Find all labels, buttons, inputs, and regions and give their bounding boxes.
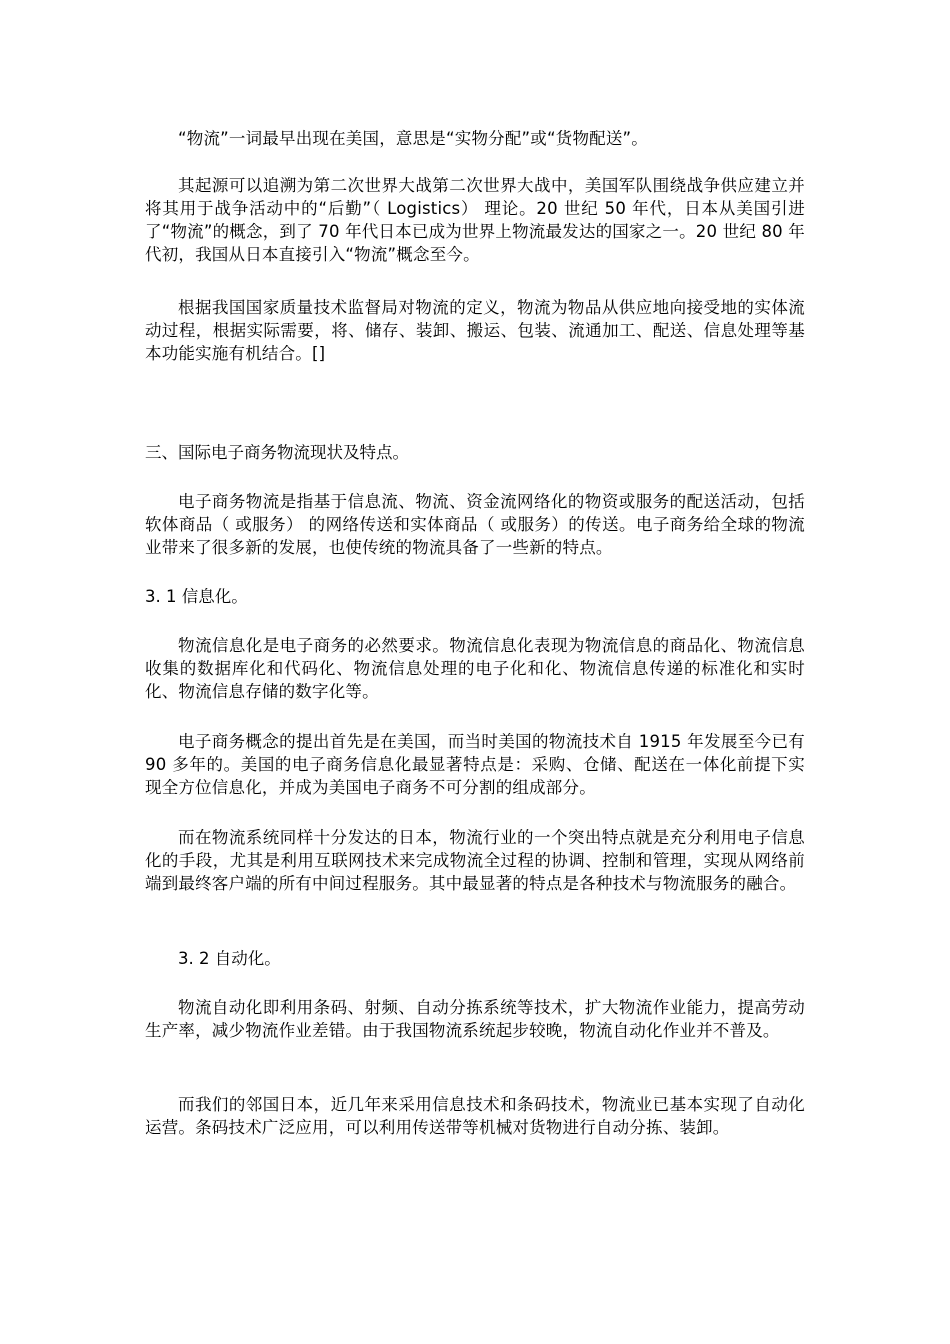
paragraph-logistics-history: 其起源可以追溯为第二次世界大战第二次世界大战中，美国军队围绕战争供应建立并将其用于战争活动中的“后勤”（ Logistics） 理论。20 世纪 50 年代，日本从美国引进了“物流”的概念，到了 70 年代日本已成为世界上物流最发达的国家之一。20 世纪 80 年代初，我国从日本直接引入“物流”概念至今。: [145, 176, 806, 264]
paragraph-ecommerce-logistics: 电子商务物流是指基于信息流、物流、资金流网络化的物资或服务的配送活动，包括软体商品（ 或服务） 的网络传送和实体商品（ 或服务）的传送。电子商务给全球的物流业带来了很多新的发展，也使传统的物流具备了一些新的特点。: [145, 492, 805, 557]
paragraph-us-ecommerce: 电子商务概念的提出首先是在美国，而当时美国的物流技术自 1915 年发展至今已有 90 多年的。美国的电子商务信息化最显著特点是：采购、仓储、配送在一体化前提下实现全方位信息化，并成为美国电子商务不可分割的组成部分。: [145, 732, 805, 797]
paragraph-logistics-origin: “物流”一词最早出现在美国，意思是“实物分配”或“货物配送”。: [178, 129, 648, 148]
subsection-heading-informatization: 3. 1 信息化。: [145, 587, 248, 606]
paragraph-automation: 物流自动化即利用条码、射频、自动分拣系统等技术，扩大物流作业能力，提高劳动生产率，减少物流作业差错。由于我国物流系统起步较晚，物流自动化作业并不普及。: [145, 998, 805, 1040]
section-heading-international-ecommerce-logistics: 三、国际电子商务物流现状及特点。: [145, 443, 409, 462]
paragraph-informatization: 物流信息化是电子商务的必然要求。物流信息化表现为物流信息的商品化、物流信息收集的数据库化和代码化、物流信息处理的电子化和化、物流信息传递的标准化和实时化、物流信息存储的数字化等。: [145, 636, 805, 701]
paragraph-japan-logistics: 而在物流系统同样十分发达的日本，物流行业的一个突出特点就是充分利用电子信息化的手段，尤其是利用互联网技术来完成物流全过程的协调、控制和管理，实现从网络前端到最终客户端的所有中间过程服务。其中最显著的特点是各种技术与物流服务的融合。: [145, 828, 805, 893]
subsection-heading-automation: 3. 2 自动化。: [178, 949, 281, 968]
paragraph-japan-automation: 而我们的邻国日本，近几年来采用信息技术和条码技术，物流业已基本实现了自动化运营。条码技术广泛应用，可以利用传送带等机械对货物进行自动分拣、装卸。: [145, 1095, 805, 1137]
paragraph-logistics-definition: 根据我国国家质量技术监督局对物流的定义，物流为物品从供应地向接受地的实体流动过程，根据实际需要，将、储存、装卸、搬运、包装、流通加工、配送、信息处理等基本功能实施有机结合。[]: [145, 298, 805, 363]
